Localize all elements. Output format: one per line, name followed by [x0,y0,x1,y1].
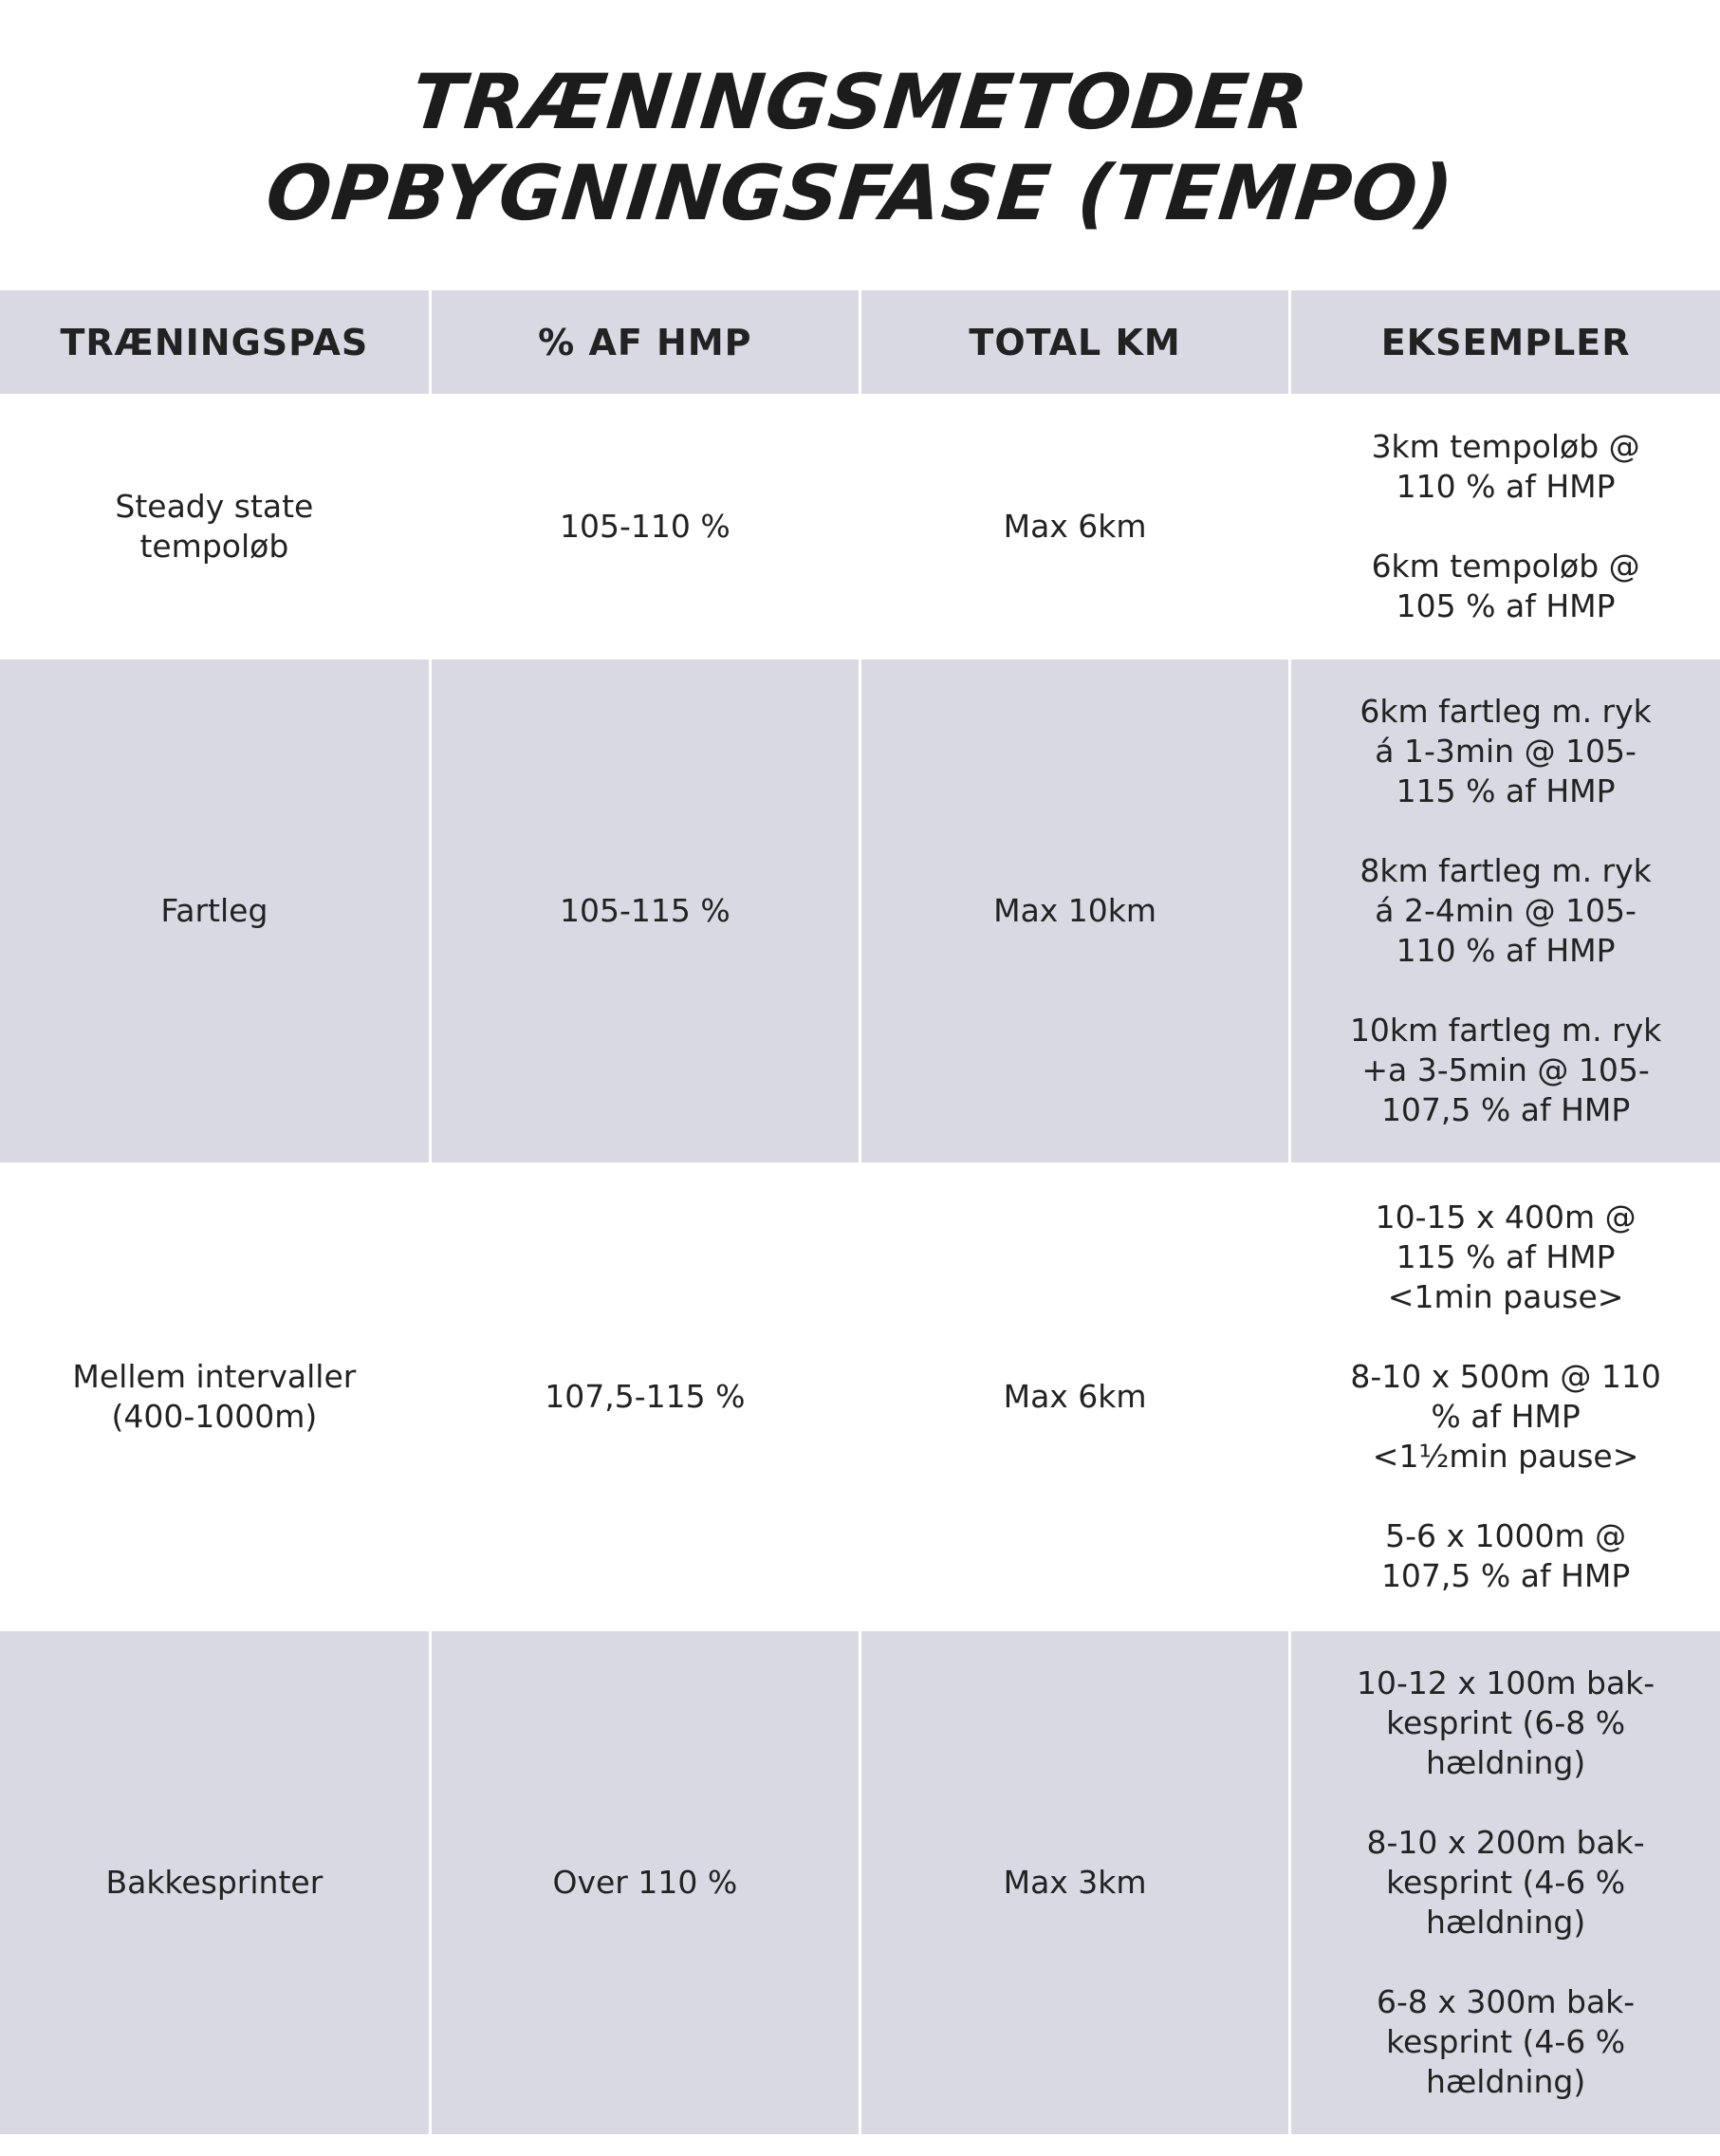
page-title [0,57,1720,239]
cell-total: Max 10km [860,660,1289,1162]
title-line-2: OPBYGNINGSFASE (TEMPO) [262,149,1458,237]
cell-examples [1290,660,1720,1162]
table-header-row [0,290,1720,394]
example-item: 8-10 x 500m @ 110 % af HMP <1½min pause> [1350,1358,1661,1475]
header-eksempler: EKSEMPLER [1290,290,1720,394]
cell-examples [1290,1162,1720,1631]
cell-examples [1290,1631,1720,2134]
header-percent-hmp: % AF HMP [430,290,860,394]
session-name: Bakkesprinter [105,1864,324,1901]
cell-percent: 105-110 % [430,394,860,660]
title-line-1: TRÆNINGSMETODER [407,58,1313,146]
table-row [0,660,1720,1162]
table-header [0,290,1720,394]
cell-session [0,394,430,660]
header-traeningspas: TRÆNINGSPAS [60,321,369,363]
cell-percent: 107,5-115 % [430,1162,860,1631]
example-item: 6-8 x 300m bak- kesprint (4-6 % hældning) [1376,1983,1636,2100]
cell-total: Max 6km [860,1162,1289,1631]
session-name: Steady state tempoløb [115,488,314,565]
cell-session [0,1162,430,1631]
cell-session [0,660,430,1162]
cell-examples [1290,394,1720,660]
example-item: 10-12 x 100m bak- kesprint (6-8 % hældning) [1356,1664,1655,1781]
example-item: 8km fartleg m. ryk á 2-4min @ 105- 110 % af HMP [1359,852,1652,969]
session-name: Fartleg [160,892,268,929]
example-item: 6km tempoløb @ 105 % af HMP [1371,548,1640,624]
training-methods-table [0,290,1720,2134]
table-row [0,1631,1720,2134]
header-total-km: TOTAL KM [860,290,1289,394]
example-item: 3km tempoløb @ 110 % af HMP [1371,428,1640,505]
cell-percent: Over 110 % [430,1631,860,2134]
cell-session [0,1631,430,2134]
example-item: 10km fartleg m. ryk +a 3-5min @ 105- 107,5 % af HMP [1349,1012,1662,1128]
example-item: 5-6 x 1000m @ 107,5 % af HMP [1380,1517,1631,1594]
example-item: 10-15 x 400m @ 115 % af HMP <1min pause> [1375,1199,1637,1315]
cell-percent: 105-115 % [430,660,860,1162]
example-item: 6km fartleg m. ryk á 1-3min @ 105- 115 % af HMP [1359,693,1652,809]
table-row [0,394,1720,660]
table-row [0,1162,1720,1631]
cell-total: Max 6km [860,394,1289,660]
cell-total: Max 3km [860,1631,1289,2134]
example-item: 8-10 x 200m bak- kesprint (4-6 % hældning) [1366,1824,1645,1941]
session-name: Mellem intervaller (400-1000m) [72,1358,357,1435]
table-body [0,394,1720,2134]
